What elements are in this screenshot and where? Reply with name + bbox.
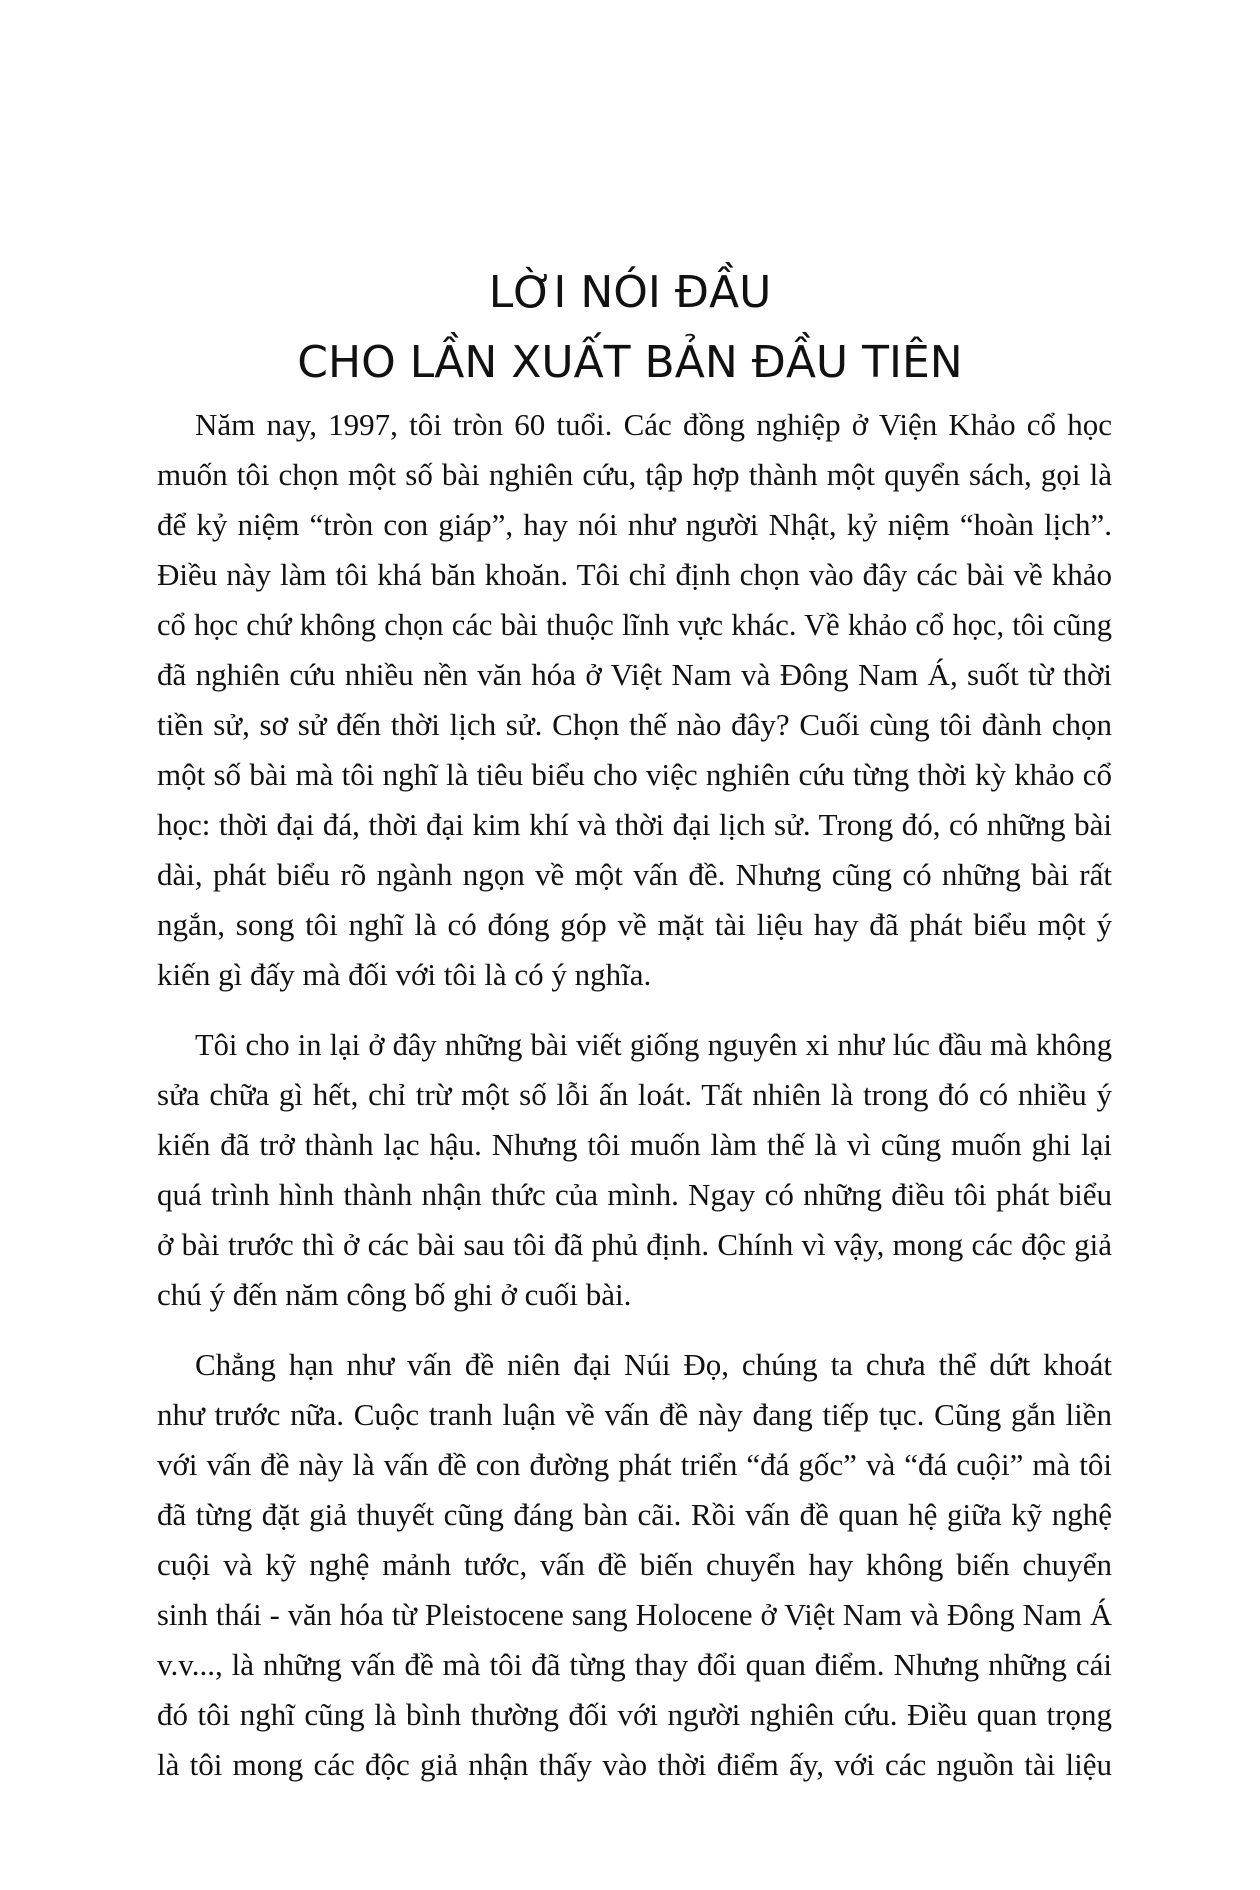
text-line: học: thời đại đá, thời đại kim khí và thời đại lịch sử. Trong đó, có những bài: [157, 807, 1112, 842]
text-line: đó tôi nghĩ cũng là bình thường đối với người nghiên cứu. Điều quan trọng: [157, 1697, 1112, 1732]
paragraph-1: [157, 400, 1112, 1000]
title-line-2: CHO LẦN XUẤT BẢN ĐẦU TIÊN: [297, 337, 963, 388]
text-line: muốn tôi chọn một số bài nghiên cứu, tập hợp thành một quyển sách, gọi là: [157, 457, 1112, 492]
text-line: một số bài mà tôi nghĩ là tiêu biểu cho việc nghiên cứu từng thời kỳ khảo cổ: [157, 757, 1112, 792]
text-line: Chẳng hạn như vấn đề niên đại Núi Đọ, chúng ta chưa thể dứt khoát: [195, 1347, 1112, 1382]
text-line: quá trình hình thành nhận thức của mình. Ngay có những điều tôi phát biểu: [157, 1177, 1112, 1212]
text-line: Điều này làm tôi khá băn khoăn. Tôi chỉ định chọn vào đây các bài về khảo: [157, 557, 1112, 592]
text-line: Năm nay, 1997, tôi tròn 60 tuổi. Các đồng nghiệp ở Viện Khảo cổ học: [195, 407, 1112, 442]
text-line: với vấn đề này là vấn đề con đường phát triển “đá gốc” và “đá cuội” mà tôi: [157, 1447, 1112, 1482]
text-line: kiến gì đấy mà đối với tôi là có ý nghĩa.: [157, 957, 652, 992]
title-line-1: LỜI NÓI ĐẦU: [488, 267, 772, 318]
text-line: sinh thái - văn hóa từ Pleistocene sang Holocene ở Việt Nam và Đông Nam Á: [157, 1598, 1112, 1632]
text-line: sửa chữa gì hết, chỉ trừ một số lỗi ấn loát. Tất nhiên là trong đó có nhiều ý: [157, 1077, 1112, 1112]
text-line: dài, phát biểu rõ ngành ngọn về một vấn đề. Nhưng cũng có những bài rất: [157, 857, 1112, 892]
text-line: kiến đã trở thành lạc hậu. Nhưng tôi muốn làm thế là vì cũng muốn ghi lại: [157, 1127, 1112, 1162]
text-line: v.v..., là những vấn đề mà tôi đã từng thay đổi quan điểm. Nhưng những cái: [157, 1647, 1112, 1682]
body-text: [157, 400, 1112, 1810]
text-line: là tôi mong các độc giả nhận thấy vào thời điểm ấy, với các nguồn tài liệu: [157, 1747, 1112, 1782]
page-title: [0, 258, 1260, 398]
paragraph-3: [157, 1340, 1112, 1790]
text-line: ở bài trước thì ở các bài sau tôi đã phủ định. Chính vì vậy, mong các độc giả: [157, 1227, 1112, 1262]
text-line: đã nghiên cứu nhiều nền văn hóa ở Việt Nam và Đông Nam Á, suốt từ thời: [157, 657, 1112, 692]
text-line: như trước nữa. Cuộc tranh luận về vấn đề này đang tiếp tục. Cũng gắn liền: [157, 1397, 1112, 1432]
paragraph-2: [157, 1020, 1112, 1320]
text-line: đã từng đặt giả thuyết cũng đáng bàn cãi. Rồi vấn đề quan hệ giữa kỹ nghệ: [157, 1497, 1112, 1532]
text-line: cuội và kỹ nghệ mảnh tước, vấn đề biến chuyển hay không biến chuyển: [157, 1547, 1112, 1582]
text-line: ngắn, song tôi nghĩ là có đóng góp về mặt tài liệu hay đã phát biểu một ý: [157, 907, 1112, 942]
text-line: tiền sử, sơ sử đến thời lịch sử. Chọn thế nào đây? Cuối cùng tôi đành chọn: [157, 707, 1112, 742]
text-line: để kỷ niệm “tròn con giáp”, hay nói như người Nhật, kỷ niệm “hoàn lịch”.: [157, 507, 1112, 542]
text-line: Tôi cho in lại ở đây những bài viết giống nguyên xi như lúc đầu mà không: [195, 1028, 1112, 1062]
text-line: cổ học chứ không chọn các bài thuộc lĩnh vực khác. Về khảo cổ học, tôi cũng: [157, 608, 1112, 642]
text-line: chú ý đến năm công bố ghi ở cuối bài.: [157, 1277, 632, 1312]
